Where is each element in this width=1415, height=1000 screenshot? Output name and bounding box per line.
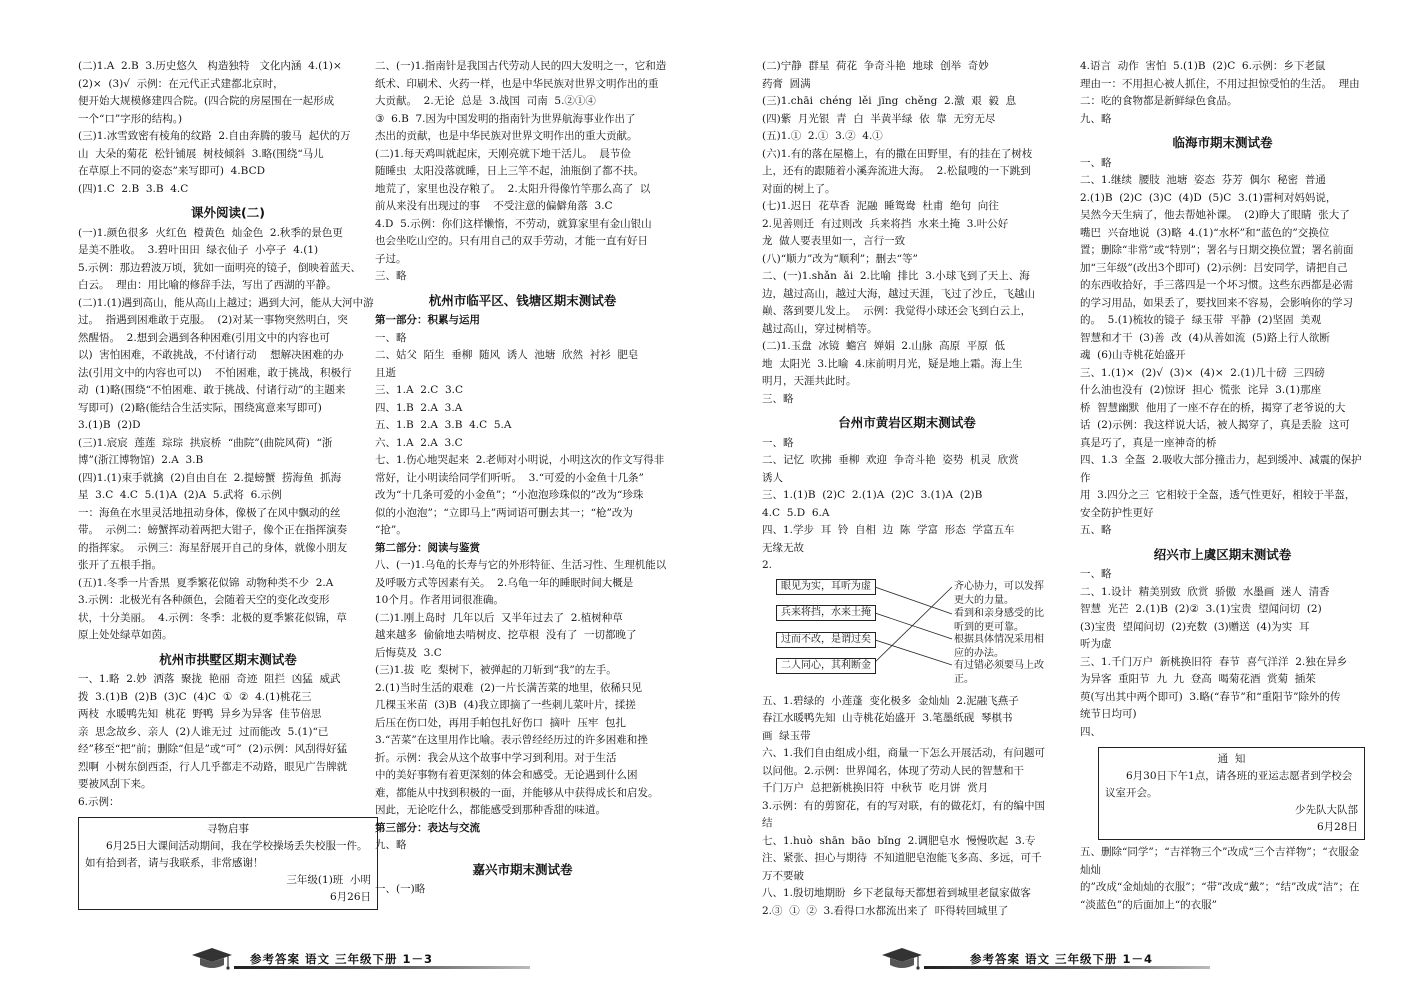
idiom-matching [762,579,1052,689]
answer-line: 改为“十几条可爱的小金鱼”；“小泡泡珍珠似的”改为“珍珠 [375,489,644,501]
answer-line: (五)1.冬季一片香黑 夏季繁花似锦 动物种类不少 2.A [78,576,334,589]
answer-line: (二)1.刚上岛时 几年以后 又半年过去了 2.植树种草 [375,611,623,624]
answer-line: (三)1.chāi chéng lěi jīng chěng 2.激 艰 毅 息 [762,95,1017,107]
answer-line: 置；删除“非常”或“特别”；署名与日期交换位置；署名前面 [1080,244,1354,256]
answer-line: 统节日均可) [1080,708,1137,720]
answer-line: 张开了五根手指。 [78,559,162,571]
answer-line: 地荒了，家里也没存粮了。 2.太阳升得像竹竿那么高了 以 [375,182,651,195]
answer-line: 写即可) (2)略(能结合生活实际，围绕寓意来写即可) [78,401,322,414]
answer-line: 几棵玉米苗 (3)B (4)我立即摘了一些刺儿菜叶片，揉搓 [375,699,636,711]
graduation-cap-icon [190,945,234,973]
answer-line: 嘴巴 兴奋地说 (3)略 4.(1)“水杯”和“蓝色的”交换位 [1080,226,1330,239]
answer-line: (四)1.C 2.B 3.B 4.C [78,182,189,195]
answer-line: 巅、落到要儿发上。 示例：我觉得小球还会飞到白云上， [762,305,1032,317]
answer-line: 药膏 圆满 [762,77,811,90]
answer-line: 桥 智慧幽默 他用了一座不存在的桥，揭穿了老爷说的大 [1080,401,1346,414]
answer-line: 四、 [1080,725,1101,738]
answer-line: 2.③ ① ② 3.看得口水都流出来了 吓得转回城里了 [762,904,1009,917]
answer-line: 吴然今天生病了，他去帮她补课。 (2)睁大了眼睛 张大了 [1080,209,1350,221]
notice-body: 6月30日下午1点，请各班的亚运志愿者到学校会议室开会。 [1105,770,1353,799]
answer-line: 一、略 [1080,156,1112,169]
answer-line: 理由一：不用担心被人抓住，不用过担惊受怕的生活。 理由 [1080,77,1360,90]
part-heading: 第二部分：阅读与鉴赏 [375,541,480,554]
answer-line: 在草原上不同的姿态”来写即可) 4.BCD [78,165,266,177]
answer-line: 上，还有的跟随着小溪奔流进大海。 2.松鼠嗖的一下跳到 [762,165,1031,177]
footer-rule [234,966,530,969]
answer-line: 法(引用文中的内容也可以) 不怕困难，敢于挑战，积极行 [78,366,352,379]
answer-line: 的学习用品，如果丢了，要找回来不容易，会影响你的学习 [1080,296,1353,309]
answer-line: 博”(浙江博物馆) 2.A 3.B [78,454,204,466]
answer-line: 3.示例：北极光有各种颜色，会随着天空的变化改变形 [78,594,330,606]
match-right-item: 齐心协力，可以发挥更大的力量。 [954,580,1044,606]
answer-line: 话 (2)示例：我这样说大话，被人揭穿了，真是丢脸 这可 [1080,419,1350,431]
answer-line: 为异客 重阳节 九 九 登高 喝菊花酒 赏菊 插茱 [1080,673,1316,685]
answer-line: (三)1.宸宸 莲莲 琮琮 拱宸桥 “曲院”(曲院风荷) “浙 [78,436,333,449]
col2-block-c [375,557,670,820]
answer-line: 纸术、印刷术、火药一样，也是中华民族对世界文明作出的重 [375,77,659,90]
answer-line: (二)宁静 群星 荷花 争奇斗艳 地球 创举 奇妙 [762,60,989,72]
answer-line: 折。示例：我会从这个故事中学习到利用。对于生活 [375,751,617,764]
answer-line: 地 太阳光 3.比喻 4.床前明月光，疑是地上霜。海上生 [762,357,1023,370]
answer-line: 前从来没有出现过的事 不受注意的偏僻角落 3.C [375,200,613,212]
answer-line: ③ 6.B 7.因为中国发明的指南针为世界航海事业作出了 [375,112,636,125]
col4-block-d [1080,844,1365,914]
answer-line: 6.示例： [78,795,120,808]
answer-line: 一、略 [1080,568,1112,580]
answer-line: 真是巧了，真是一座神奇的桥 [1080,436,1217,449]
answer-line: 白云。 理由：用比喻的修辞手法，写出了西湖的平静。 [78,279,337,291]
notice-date: 6月26日 [329,891,371,903]
answer-line: “抢”。 [375,524,407,536]
answer-line: (三)1.冰雪致密有棱角的纹路 2.自由奔腾的骏马 起伏的万 [78,130,351,142]
answer-line: 明月，天涯共此时。 [762,375,857,387]
answer-line: 子过。 [375,252,407,265]
section-title: 临海市期末测试卷 [1172,135,1273,150]
answer-line: 注、紧张、担心与期待 不知道肥皂泡能飞多高、多远，可千 [762,852,1042,864]
footer-page-label: 参考答案 语文 三年级下册 1－4 [970,952,1154,966]
column-2 [375,58,670,899]
answer-line: 萸(写出其中两个即可) 3.略(“春节”和“重阳节”除外的传 [1080,690,1341,703]
answer-line: 4.C 5.D 6.A [762,506,830,519]
answer-line: 的东西收拾好，手三落四是一个坏习惯。这些东西都是必需 [1080,279,1353,291]
answer-line: 九、略 [375,839,407,851]
answer-line: 七、1.伤心地哭起来 2.老师对小明说，小明这次的作文写得非 [375,454,665,466]
match-left-item: 二人同心，其利断金 [776,658,876,674]
answer-line: 且逝 [375,366,396,379]
column-1 [78,58,378,914]
answer-line: 星 3.C 4.C 5.(1)A (2)A 5.武将 6.示例 [78,489,282,501]
graduation-cap-icon [880,945,924,973]
answer-line: 常好，让小明读给同学们听听。 3.“可爱的小金鱼十几条” [375,471,644,484]
answer-line: 三、略 [762,392,794,405]
answer-line: (四)紫 月光银 青 白 半黄半绿 依 靠 无穷无尽 [762,112,996,125]
answer-line: 越过高山，穿过树梢等。 [762,322,878,335]
section-title: 杭州市拱墅区期末测试卷 [159,651,297,667]
answer-line: 一、略 [375,331,407,344]
answer-line: 二、1.继续 腰肢 池塘 姿态 芬芳 偶尔 秘密 普通 [1080,174,1326,186]
column-3 [762,58,1052,920]
answer-line: (六)1.有的落在屋檐上，有的撒在田野里，有的挂在了树枝 [762,147,1033,160]
section-title: 台州市黄岩区期末测试卷 [838,415,976,430]
answer-line: 二、(一)1.shǎn ǎi 2.比喻 排比 3.小球飞到了天上、海 [762,270,1030,282]
match-right-item: 看到和亲身感受的比听到的更可靠。 [954,607,1044,633]
answer-line: 3.(1)B (2)D [78,419,141,431]
answer-line: 过。 指遇到困难敢于克服。 (2)对某一事物突然明白，突 [78,314,348,326]
answer-line: 后悔莫及 3.C [375,646,442,659]
answer-line: 三、略 [375,270,407,282]
answer-line: 诱人 [762,471,783,484]
answer-line: 的指挥家。 示例三：海星舒展开自己的身体，就像小朋友 [78,541,348,554]
notice-box [1098,747,1365,840]
answer-line: 二、姑父 陌生 垂柳 随风 诱人 池塘 欣然 衬衫 肥皂 [375,349,639,361]
answer-line: 加“三年级”(改出3个即可) (2)示例：吕安同学，请把自己 [1080,261,1348,274]
col1-block-b [78,225,378,645]
answer-line: (五)1.① 2.① 3.② 4.① [762,130,883,142]
answer-line: 三、1.A 2.C 3.C [375,384,464,396]
match-right-item: 根据具体情况采用相应的办法。 [954,633,1044,659]
answer-line: 越来越多 偷偷地去啃树皮、挖草根 没有了 一切都晚了 [375,629,637,641]
answer-line: 万不要破 [762,869,804,882]
col4-block-c [1080,566,1365,741]
answer-line: 2.(1)B (2)C (3)C (4)D (5)C 3.(1)雷柯对妈妈说， [1080,191,1337,204]
notice-sign: 少先队大队部 [1295,804,1358,816]
col3-block-b [762,435,1052,575]
answer-line: 动 (1)略(围绕“不怕困难、敢于挑战、付诸行动”的主题来 [78,384,346,396]
answer-line: 一个“口”字形的结构。) [78,112,183,125]
answer-line: 因此，无论吃什么，都能感受到那种香甜的味道。 [375,804,606,816]
answer-line: 后压在伤口处，再用手帕包扎好伤口 摘叶 压牢 包扎 [375,716,627,729]
notice-date: 6月28日 [1316,821,1358,833]
answer-line: 五、删除“同学”；“吉祥物三个”改成“三个吉祥物”；“衣服金灿灿 [1080,846,1360,876]
section-title: 杭州市临平区、钱塘区期末测试卷 [428,292,617,308]
section-title: 嘉兴市期末测试卷 [472,861,573,877]
answer-line: 八、(一)1.乌龟的长寿与它的外形特征、生活习性、生理机能以 [375,559,667,571]
answer-line: 大贡献。 2.无论 总是 3.战国 司南 5.②①④ [375,95,596,107]
answer-line: “淡蓝色”的后面加上“的衣服” [1080,898,1217,911]
answer-line: 便开始大规模修建四合院。(四合院的房屋围在一起形成 [78,95,335,107]
col2-block-a [375,58,670,286]
notice-body: 6月25日大课间活动期间，我在学校操场丢失校服一件。如有拾到者，请与我联系，非常感谢！ [85,840,368,869]
column-4 [1080,58,1365,914]
notice-sign: 三年级(1)班 小明 [286,874,371,886]
answer-line: 魂 (6)山寺桃花始盛开 [1080,349,1186,361]
answer-line: 带。 示例二：螃蟹挥动着两把大钳子，像个正在指挥演奏 [78,524,348,536]
answer-line: 无缘无故 [762,541,804,554]
answer-line: (二)1.玉盘 冰镜 蟾宫 婵娟 2.山脉 高原 平原 低 [762,340,1005,352]
answer-line: 三、1.(1)× (2)√ (3)× (4)× 2.(1)几十磅 三四磅 [1080,366,1325,379]
answer-line: 边，越过高山，越过大海，越过天涯，飞过了沙丘，飞越山 [762,287,1035,300]
answer-line: (二)1.(1)遇到高山，能从高山上越过；遇到大河，能从大河中游 [78,296,374,309]
answer-line: 二：吃的食物都是新鲜绿色食品。 [1080,95,1238,107]
answer-line: 二、记忆 吹拂 垂柳 欢迎 争奇斗艳 姿势 机灵 欣赏 [762,454,1019,466]
answer-line: 拨 3.(1)B (2)B (3)C (4)C ① ② 4.(1)桃花三 [78,690,312,703]
answer-line: 听为虚 [1080,638,1112,650]
col1-block-c [78,671,378,811]
answer-line: (一)1.颜色很多 火红色 橙黄色 灿金色 2.秋季的景色更 [78,226,343,239]
answer-line: 是美不胜收。 3.碧叶田田 绿衣仙子 小亭子 4.(1) [78,244,319,256]
col3-block-a [762,58,1052,408]
answer-line: (三)1.拔 吃 梨树下，被弹起的刀斩到“我”的左手。 [375,664,617,676]
answer-line: 3.“苦菜”在这里用作比喻。表示曾经经历过的许多困难和挫 [375,734,648,746]
answer-line: 5.示例：那边碧波万顷，犹如一面明亮的镜子，倒映着蓝天、 [78,261,362,274]
answer-line: 七、1.huò shān bāo bǐng 2.调肥皂水 慢慢吹起 3.专 [762,834,1036,847]
answer-line: 一、1.略 2.妙 洒落 聚拢 艳丽 奇迹 阻拦 凶猛 威武 [78,673,341,685]
answer-line: 一、(一)略 [375,883,426,895]
answer-line: 二、(一)1.指南针是我国古代劳动人民的四大发明之一，它和造 [375,60,667,72]
answer-line: 智慧 光芒 2.(1)B (2)② 3.(1)宝贵 望闻问切 (2) [1080,603,1322,615]
answer-line: 三、1.千门万户 新桃换旧符 春节 喜气洋洋 2.独在异乡 [1080,655,1348,668]
footer-page-label: 参考答案 语文 三年级下册 1－3 [250,952,434,966]
answer-line: 千门万户 总把新桃换旧符 中秋节 吃月饼 赏月 [762,782,989,794]
part-heading: 第一部分：积累与运用 [375,314,480,326]
col2-block-e [375,881,670,899]
footer-left [190,945,530,975]
answer-line: 2.见善则迁 有过则改 兵来将挡 水来土掩 3.叶公好 [762,217,1009,230]
match-right-item: 有过错必须要马上改正。 [954,659,1044,685]
answer-line: 安全防护性更好 [1080,506,1154,519]
answer-line: 智慧和才干 (3)善 改 (4)从善如流 (5)路上行人欲断 [1080,331,1330,344]
answer-line: 对面的树上了。 [762,182,836,195]
answer-line: 也会坐吃山空的。只有用自己的双手劳动，才能一直有好日 [375,235,648,247]
answer-line: 状，十分美丽。 4.示例：冬季：北极的夏季繁花似锦，草 [78,611,347,624]
answer-line: 六、1.A 2.A 3.C [375,436,463,449]
answer-line: 的。 5.(1)梳妆的镜子 绿玉带 平静 (2)坚固 美观 [1080,314,1322,326]
answer-line: 二、1.设计 精美别致 欣赏 骄傲 水墨画 迷人 清香 [1080,585,1330,598]
answer-line: 4.D 5.示例：你们这样懒惰，不劳动，就算家里有金山银山 [375,217,652,230]
answer-line: 五、1.碧绿的 小莲蓬 变化极多 金灿灿 2.泥融飞燕子 [762,694,1019,707]
footer-rule [924,966,1210,969]
section-title: 课外阅读(二) [191,205,265,220]
notice-title: 通 知 [1217,753,1246,765]
answer-line: 原上处处绿草如茵。 [78,629,173,641]
answer-line: 五、1.B 2.A 3.B 4.C 5.A [375,419,512,431]
answer-line: 10个月。作者用词很准确。 [375,594,504,606]
answer-line: 八、1.殷切地期盼 乡下老鼠每天都想着到城里老鼠家做客 [762,887,1031,899]
answer-line: 九、略 [1080,112,1112,125]
answer-line: 四、1.B 2.A 3.A [375,401,463,414]
notice-title: 寻物启事 [207,823,249,835]
col4-block-a [1080,58,1365,128]
answer-line: 亲 思念故乡、亲人 (2)人谁无过 过而能改 5.(1)“已 [78,725,329,738]
answer-line: 要被风刮下来。 [78,778,152,790]
answer-line: 中的美好事物有着更深刻的体会和感受。无论遇到什么困 [375,769,638,781]
answer-line: (四)1.(1)束手就擒 (2)自由自在 2.提螃蟹 捞海鱼 抓海 [78,471,342,484]
answer-line: 3.示例：有的剪窗花，有的写对联，有的做花灯，有的编中国 [762,799,1046,812]
answer-line: 随睡虫 太阳没落就睡，日上三竿不起，油瓶倒了都不扶。 [375,165,645,177]
lost-notice-box [78,817,378,910]
answer-line: 三、1.(1)B (2)C 2.(1)A (2)C 3.(1)A (2)B [762,489,983,501]
answer-line: 画 绿玉带 [762,729,811,742]
answer-line: 四、1.3 全盔 2.吸收大部分撞击力，起到缓冲、减震的保护作 [1080,454,1362,484]
col2-block-d [375,837,670,855]
match-left-item: 兵来将挡，水来土掩 [776,605,876,621]
answer-line: (3)宝贵 望闻问切 (2)充数 (3)赠送 (4)为实 耳 [1080,620,1310,633]
answer-line: 六、1.我们自由组成小组，商量一下怎么开展活动，有问题可 [762,747,1046,759]
answer-line: (二)1.每天鸡叫就起床，天刚亮就下地干活儿。 晨节俭 [375,147,631,160]
answer-line: 山 大朵的菊花 松针铺展 树枝倾斜 3.略(围绕“马儿 [78,147,324,160]
answer-line: 杰出的贡献，也是中华民族对世界文明作出的重大贡献。 [375,130,638,142]
answer-line: 2.(1)当时生活的艰难 (2)一片长满苦菜的地里，依稀只见 [375,681,642,694]
col1-block-a [78,58,378,198]
part-heading: 第三部分：表达与交流 [375,821,480,834]
answer-line: 什么油也没有 (2)惊讶 担心 慌张 诧异 3.(1)那座 [1080,384,1322,396]
answer-line: 以) 害怕困难，不敢挑战，不付诸行动 想解决困难的办 [78,349,344,361]
section-title: 绍兴市上虞区期末测试卷 [1153,546,1292,562]
answer-line: 两枝 水暖鸭先知 桃花 野鸭 异乡为异客 佳节倍思 [78,708,322,720]
match-left-item: 过而不改，是谓过矣 [776,632,876,648]
match-left-item: 眼见为实，耳听为虚 [776,579,876,595]
answer-line: 2. [762,559,773,571]
answer-line: 以问他。2.示例：世界闻名，体现了劳动人民的智慧和干 [762,764,1025,777]
answer-line: 然醒悟。 2.想到会遇到各种困难(引用文中的内容也可 [78,331,330,344]
col2-block-b [375,330,670,540]
answer-line: 五、略 [1080,524,1112,536]
answer-line: (二)1.A 2.B 3.历史悠久 构造独特 文化内涵 4.(1)× [78,60,342,72]
answer-line: (七)1.迟日 花草香 泥融 睡鸳鸯 杜甫 绝句 向往 [762,200,999,212]
answer-line: 经”移至“把”前；删除“但是”或“可” (2)示例：风刮得好猛 [78,743,348,755]
answer-line: 似的小泡泡”；“立即马上”两词语可删去其一；“枪”改为 [375,506,633,519]
answer-line: 4.语言 动作 害怕 5.(1)B (2)C 6.示例：乡下老鼠 [1080,60,1326,72]
answer-line: 烈啊 小树东倒西歪，行人几乎都走不动路，眼见广告牌就 [78,760,348,773]
answer-line: 及呼吸方式等因素有关。 2.乌龟一年的睡眠时间大概是 [375,576,634,589]
answer-line: 结 [762,817,773,829]
answer-line: 一：海鱼在水里灵活地扭动身体，像极了在风中飘动的丝 [78,506,341,519]
answer-line: 四、1.学步 耳 铃 自相 边 陈 学富 形态 学富五车 [762,524,1015,536]
answer-line: 龙 做人要表里如一，言行一致 [762,235,906,247]
answer-line: 一、略 [762,436,794,449]
answer-line: 的”改成“金灿灿的衣服”；“带”改成“戴”；“结”改成“洁”；在 [1080,881,1360,893]
col4-block-b [1080,155,1365,540]
col3-block-c [762,693,1052,921]
footer-right [880,945,1210,975]
answer-line: (八)“顺力”改为“顺利”；删去“等” [762,252,918,265]
answer-line: (2)× (3)√ 示例：在元代正式建都北京时， [78,77,284,90]
answer-line: 春江水暖鸭先知 山寺桃花始盛开 3.笔墨纸砚 琴棋书 [762,712,1013,724]
answer-line: 难，都能从中找到积极的一面，并能够从中获得成长和启发。 [375,786,659,799]
answer-line: 用 3.四分之三 它相较于全盔，透气性更好，相较于半盔， [1080,489,1356,501]
